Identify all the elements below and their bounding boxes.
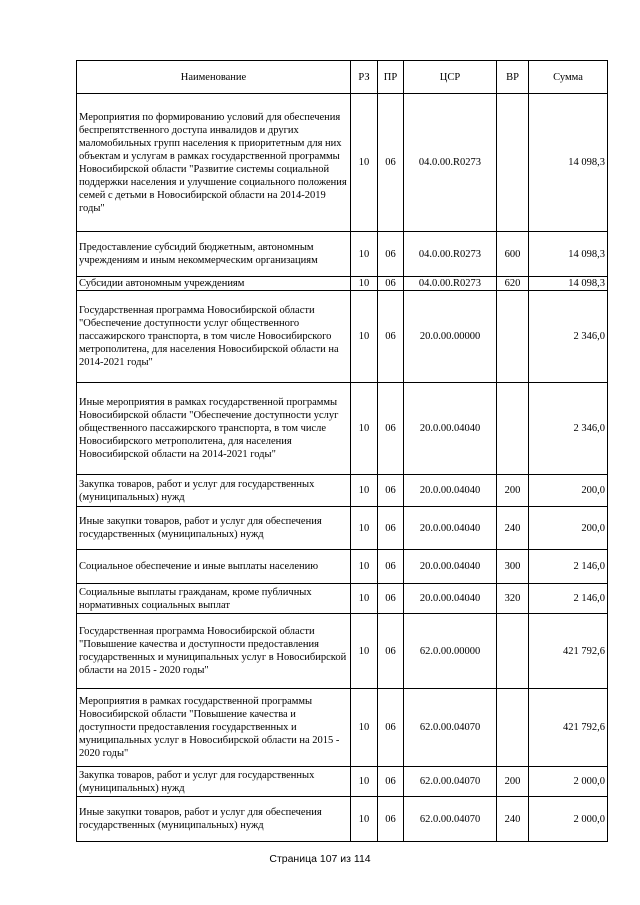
row-rz: 10 xyxy=(351,797,378,842)
row-name: Социальное обеспечение и иные выплаты населению xyxy=(77,550,351,584)
table-row xyxy=(77,507,608,550)
row-rz: 10 xyxy=(351,277,378,291)
table-row xyxy=(77,550,608,584)
row-sum: 200,0 xyxy=(529,475,608,507)
row-vr: 620 xyxy=(497,277,529,291)
row-csr: 20.0.00.00000 xyxy=(404,291,497,383)
row-rz: 10 xyxy=(351,550,378,584)
row-sum: 2 000,0 xyxy=(529,767,608,797)
row-csr: 04.0.00.R0273 xyxy=(404,232,497,277)
row-name: Социальные выплаты гражданам, кроме публичных нормативных социальных выплат xyxy=(77,584,351,614)
row-sum: 14 098,3 xyxy=(529,277,608,291)
table-row xyxy=(77,584,608,614)
row-sum: 2 146,0 xyxy=(529,550,608,584)
row-rz: 10 xyxy=(351,584,378,614)
row-name: Закупка товаров, работ и услуг для государственных (муниципальных) нужд xyxy=(77,767,351,797)
row-csr: 62.0.00.04070 xyxy=(404,767,497,797)
row-csr: 62.0.00.04070 xyxy=(404,689,497,767)
table-row xyxy=(77,689,608,767)
row-vr: 200 xyxy=(497,475,529,507)
row-name: Закупка товаров, работ и услуг для государственных (муниципальных) нужд xyxy=(77,475,351,507)
row-vr: 240 xyxy=(497,507,529,550)
row-vr xyxy=(497,291,529,383)
row-rz: 10 xyxy=(351,689,378,767)
row-name: Предоставление субсидий бюджетным, автономным учреждениям и иным некоммерческим организациям xyxy=(77,232,351,277)
header-vr: ВР xyxy=(497,61,529,94)
row-name: Мероприятия в рамках государственной программы Новосибирской области "Повышение качества и доступности предоставления государственных и муниципальных услуг в Новосибирской области на 2015 - 2020 годы" xyxy=(77,689,351,767)
row-csr: 20.0.00.04040 xyxy=(404,475,497,507)
table-row xyxy=(77,291,608,383)
row-csr: 20.0.00.04040 xyxy=(404,507,497,550)
header-csr: ЦСР xyxy=(404,61,497,94)
table-row xyxy=(77,277,608,291)
row-sum: 14 098,3 xyxy=(529,232,608,277)
row-sum: 2 146,0 xyxy=(529,584,608,614)
row-name: Иные закупки товаров, работ и услуг для обеспечения государственных (муниципальных) нужд xyxy=(77,507,351,550)
row-pr: 06 xyxy=(378,584,404,614)
row-vr: 300 xyxy=(497,550,529,584)
table-row xyxy=(77,232,608,277)
row-pr: 06 xyxy=(378,507,404,550)
row-name: Мероприятия по формированию условий для обеспечения беспрепятственного доступа инвалидов и других маломобильных групп населения к приоритетным для них объектам и услугам в рамках государственной программы Новосибирской области "Развитие системы социальной поддержки населения и улучшение социального положения семей с детьми в Новосибирской области на 2014-2019 годы" xyxy=(77,94,351,232)
row-name: Государственная программа Новосибирской области "Обеспечение доступности услуг общественного пассажирского транспорта, в том числе Новосибирского метрополитена, для населения Новосибирской области на 2014-2021 годы" xyxy=(77,291,351,383)
row-csr: 20.0.00.04040 xyxy=(404,383,497,475)
budget-table xyxy=(76,60,608,842)
row-pr: 06 xyxy=(378,383,404,475)
row-csr: 20.0.00.04040 xyxy=(404,550,497,584)
row-name: Государственная программа Новосибирской области "Повышение качества и доступности предоставления государственных и муниципальных услуг в Новосибирской области на 2015 - 2020 годы" xyxy=(77,614,351,689)
table-row xyxy=(77,383,608,475)
row-pr: 06 xyxy=(378,475,404,507)
row-pr: 06 xyxy=(378,550,404,584)
row-name: Иные мероприятия в рамках государственной программы Новосибирской области "Обеспечение доступности услуг общественного пассажирского транспорта, в том числе Новосибирского метрополитена, для населения Новосибирской области на 2014-2021 годы" xyxy=(77,383,351,475)
row-vr xyxy=(497,689,529,767)
row-csr: 62.0.00.04070 xyxy=(404,797,497,842)
row-pr: 06 xyxy=(378,689,404,767)
row-sum: 421 792,6 xyxy=(529,614,608,689)
row-vr xyxy=(497,383,529,475)
row-sum: 2 000,0 xyxy=(529,797,608,842)
table-row xyxy=(77,94,608,232)
row-vr xyxy=(497,614,529,689)
row-rz: 10 xyxy=(351,475,378,507)
row-vr: 320 xyxy=(497,584,529,614)
table-row xyxy=(77,475,608,507)
row-sum: 14 098,3 xyxy=(529,94,608,232)
table-row xyxy=(77,614,608,689)
row-csr: 20.0.00.04040 xyxy=(404,584,497,614)
table-header-row xyxy=(77,61,608,94)
header-name: Наименование xyxy=(77,61,351,94)
row-name: Субсидии автономным учреждениям xyxy=(77,277,351,291)
row-rz: 10 xyxy=(351,291,378,383)
row-rz: 10 xyxy=(351,383,378,475)
row-vr: 200 xyxy=(497,767,529,797)
row-pr: 06 xyxy=(378,94,404,232)
row-pr: 06 xyxy=(378,797,404,842)
row-sum: 421 792,6 xyxy=(529,689,608,767)
page-number: Страница 107 из 114 xyxy=(269,853,371,865)
row-csr: 04.0.00.R0273 xyxy=(404,94,497,232)
row-sum: 2 346,0 xyxy=(529,383,608,475)
row-pr: 06 xyxy=(378,767,404,797)
row-pr: 06 xyxy=(378,232,404,277)
header-sum: Сумма xyxy=(529,61,608,94)
row-rz: 10 xyxy=(351,614,378,689)
row-sum: 200,0 xyxy=(529,507,608,550)
header-pr: ПР xyxy=(378,61,404,94)
row-name: Иные закупки товаров, работ и услуг для обеспечения государственных (муниципальных) нужд xyxy=(77,797,351,842)
row-pr: 06 xyxy=(378,614,404,689)
row-vr: 240 xyxy=(497,797,529,842)
row-vr xyxy=(497,94,529,232)
row-csr: 62.0.00.00000 xyxy=(404,614,497,689)
row-csr: 04.0.00.R0273 xyxy=(404,277,497,291)
row-rz: 10 xyxy=(351,232,378,277)
row-rz: 10 xyxy=(351,94,378,232)
row-pr: 06 xyxy=(378,277,404,291)
table-row xyxy=(77,767,608,797)
header-rz: РЗ xyxy=(351,61,378,94)
row-vr: 600 xyxy=(497,232,529,277)
row-rz: 10 xyxy=(351,507,378,550)
table-row xyxy=(77,797,608,842)
row-sum: 2 346,0 xyxy=(529,291,608,383)
row-rz: 10 xyxy=(351,767,378,797)
row-pr: 06 xyxy=(378,291,404,383)
